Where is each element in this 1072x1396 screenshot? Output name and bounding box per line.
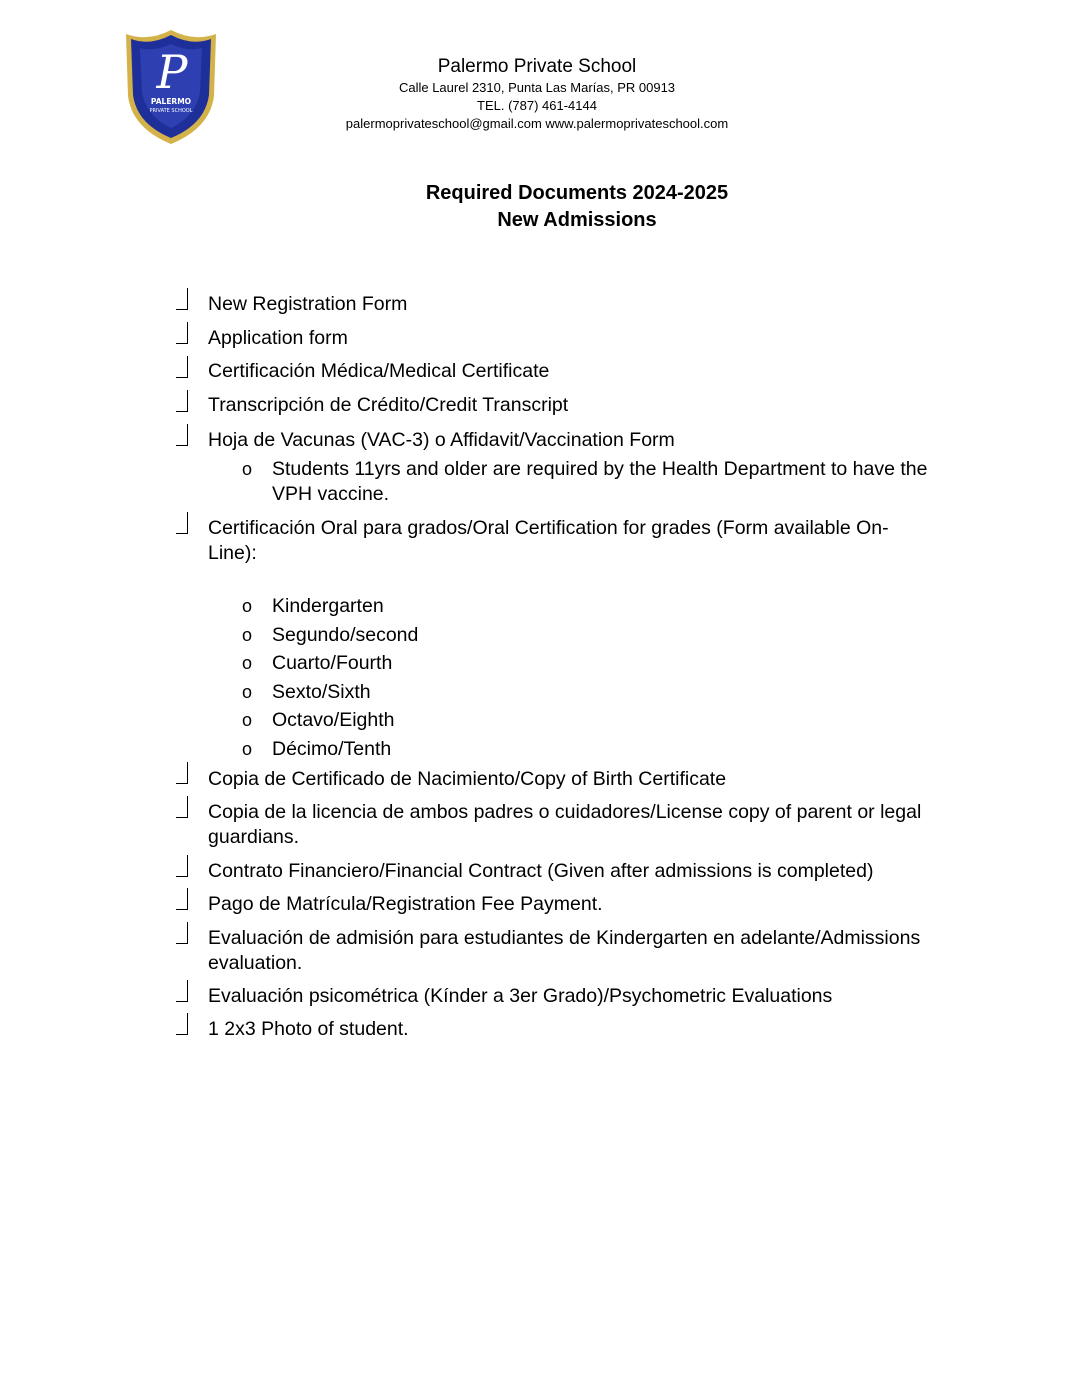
checkbox-icon [176,424,188,446]
checklist-item: Pago de Matrícula/Registration Fee Payment. [208,893,603,915]
checkbox-icon [176,762,188,784]
school-phone: TEL. (787) 461-4144 [477,98,597,113]
school-contact: palermoprivateschool@gmail.com www.palermoprivateschool.com [345,116,729,131]
checkbox-icon [176,390,188,412]
title-line1: Required Documents 2024-2025 [425,182,729,204]
bullet-icon: o [242,459,253,479]
checklist-item: Certificación Médica/Medical Certificate [208,360,550,382]
letterhead [300,55,774,133]
school-address: Calle Laurel 2310, Punta Las Marías, PR 00913 [398,80,676,95]
bullet-icon: o [242,682,253,702]
checklist-item: Transcripción de Crédito/Credit Transcript [208,394,569,416]
checklist-item: New Registration Form [208,293,408,315]
title-line2: New Admissions [497,209,657,231]
grade-item: Décimo/Tenth [272,738,392,760]
bullet-icon: o [242,739,253,759]
sub-item-vaccine-note: Students 11yrs and older are required by the Health Department to have the VPH vaccine. [272,458,928,505]
checklist-item: Copia de Certificado de Nacimiento/Copy of Birth Certificate [208,768,727,790]
checklist-item: Certificación Oral para grados/Oral Certification for grades (Form available On-Line): [208,517,889,564]
bullet-icon: o [242,596,253,616]
logo-text-line1: PALERMO [150,97,192,106]
checkbox-icon [176,512,188,534]
grade-item: Cuarto/Fourth [272,652,393,674]
checklist-item: 1 2x3 Photo of student. [208,1018,409,1040]
logo-monogram: P [156,45,188,99]
checklist-item: Copia de la licencia de ambos padres o cuidadores/License copy of parent or legal guardians. [208,801,922,848]
school-name: Palermo Private School [437,56,637,77]
checkbox-icon [176,855,188,877]
bullet-icon: o [242,653,253,673]
checkbox-icon [176,922,188,944]
checklist-item: Evaluación de admisión para estudiantes de Kindergarten en adelante/Admissions evaluation. [208,927,921,974]
grade-item: Octavo/Eighth [272,709,395,731]
checkbox-icon [176,980,188,1002]
checklist-item: Hoja de Vacunas (VAC-3) o Affidavit/Vaccination Form [208,429,675,451]
school-logo [120,26,222,148]
checkbox-icon [176,1013,188,1035]
bullet-icon: o [242,710,253,730]
checkbox-icon [176,356,188,378]
logo-text-line2: PRIVATE SCHOOL [149,108,193,114]
checkbox-icon [176,888,188,910]
checklist-item: Contrato Financiero/Financial Contract (Given after admissions is completed) [208,860,874,882]
checklist-item: Application form [208,327,348,349]
grade-item: Segundo/second [272,624,419,646]
checkbox-icon [176,322,188,344]
bullet-icon: o [242,625,253,645]
grade-item: Sexto/Sixth [272,681,371,703]
checkbox-icon [176,796,188,818]
checkbox-icon [176,288,188,310]
grade-item: Kindergarten [272,595,384,617]
document-title [340,180,814,234]
checklist-item: Evaluación psicométrica (Kínder a 3er Grado)/Psychometric Evaluations [208,985,833,1007]
